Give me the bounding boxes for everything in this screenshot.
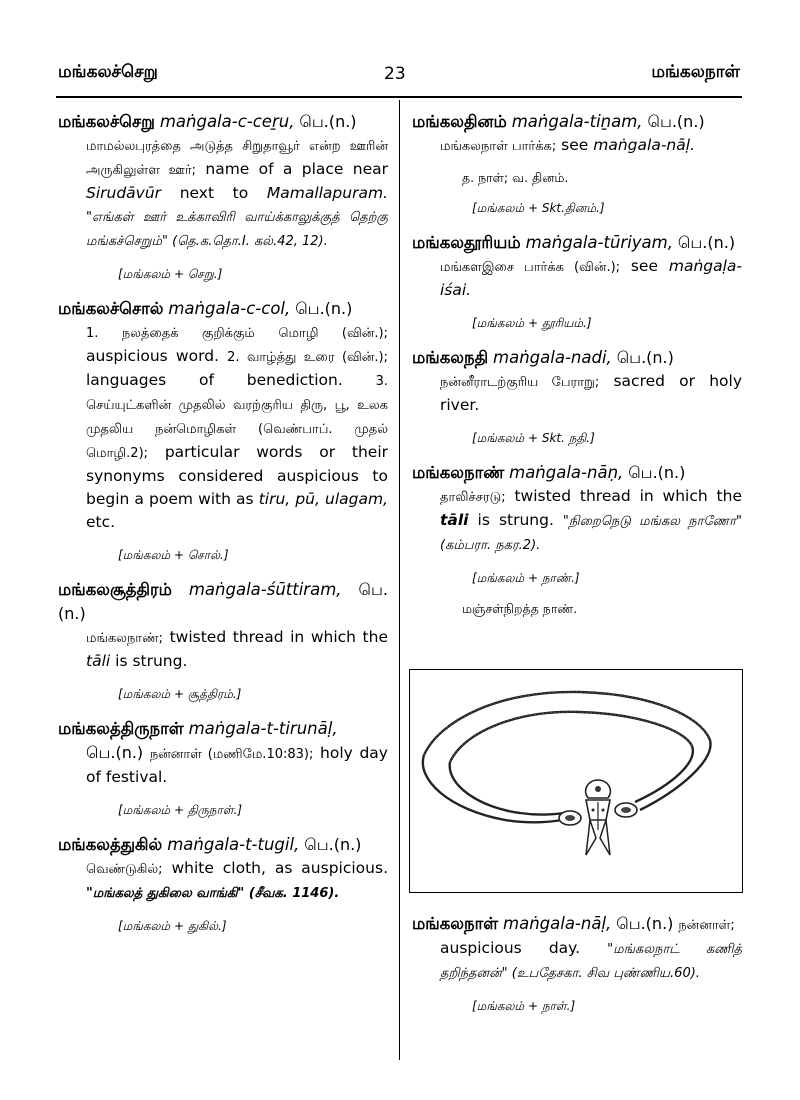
english-definition: holy day of festival.: [86, 744, 388, 786]
grammar-label: பெ.(n.): [304, 835, 362, 854]
headword: மங்கலத்துகில்: [58, 835, 163, 854]
etymology: [மங்கலம் + Skt. நதி.]: [472, 431, 595, 445]
transliteration: maṅgala-nāṇ,: [509, 463, 624, 482]
sense-2-english: languages of benediction.: [86, 371, 343, 389]
english-definition: auspicious day.: [440, 939, 581, 957]
place-name: Sirudāvūr: [86, 184, 162, 202]
etymology: [மங்கலம் + திருநாள்.]: [118, 803, 243, 817]
see-target: maṅgaḷa-iśai.: [440, 257, 742, 299]
entry-mangala-tinam: [412, 110, 742, 158]
transliteration: maṅgala-śūttiram,: [188, 580, 342, 599]
citation-quote: "எங்கள் ஊர் உக்காவிரி வாய்க்காலுக்குத் தெற்கு மங்கச்செறும்" (தெ.க.தொ.I. கல்.42, 12).: [86, 210, 388, 249]
page-number: 23: [384, 64, 406, 84]
running-head-left: மங்கலச்செறு: [58, 62, 158, 82]
english-definition: white cloth, as auspicious.: [171, 859, 388, 877]
transliteration: maṅgala-t-tugil,: [167, 835, 300, 854]
entry-mangala-turiyam: [412, 231, 742, 302]
grammar-label: பெ.(n.): [295, 299, 353, 318]
grammar-label: பெ.(n.): [628, 463, 686, 482]
english-definition: name of a place near: [205, 160, 388, 178]
header-rule: [56, 96, 742, 98]
sense-1-tamil: 1. நலத்தைக் குறிக்கும் மொழி (வின்.);: [86, 326, 388, 341]
english-definition: twisted thread in which the: [169, 628, 388, 646]
see-target: maṅgala-nāḷ.: [593, 136, 695, 154]
entry-mangala-nan: [412, 461, 742, 557]
etymology: [மங்கலம் + நாண்.]: [472, 571, 580, 585]
tamil-definition: தாலிச்சரடு;: [440, 490, 506, 505]
etymology: [மங்கலம் + சூத்திரம்.]: [118, 687, 242, 701]
etymology: [மங்கலம் + துகில்.]: [118, 919, 227, 933]
right-column-lower: [412, 912, 742, 1029]
tamil-definition: நன்னாள் (மணிமே.10:83);: [149, 747, 314, 762]
english-definition: is strung.: [477, 511, 554, 529]
see-label: see: [630, 257, 659, 275]
entry-mangala-nadi: [412, 346, 742, 417]
grammar-label: பெ.(n.): [677, 233, 736, 252]
etymology: [மங்கலம் + தூரியம்.]: [472, 316, 592, 330]
headword: மங்கலத்திருநாள்: [58, 719, 184, 738]
transliteration: maṅgala-tiṉam,: [511, 112, 643, 131]
transliteration: maṅgala-t-tirunāḷ,: [188, 719, 338, 738]
etymology: [மங்கலம் + செறு.]: [118, 267, 223, 281]
grammar-label: பெ.(n.): [616, 348, 674, 367]
entry-mangala-c-col: [58, 297, 388, 534]
english-definition: twisted thread in which the: [514, 487, 742, 505]
grammar-label: பெ.(n.): [299, 112, 357, 131]
grammar-label: பெ.(n.): [647, 112, 705, 131]
entry-mangala-c-ceru: [58, 110, 388, 253]
tamil-definition: நன்னீராடற்குரிய பேராறு;: [440, 375, 600, 390]
english-definition: is strung.: [115, 652, 188, 670]
headword: மங்கலதூரியம்: [412, 233, 521, 252]
headword: மங்கலநதி: [412, 348, 489, 367]
etymology: [மங்கலம் + நாள்.]: [472, 999, 576, 1013]
english-definition: next to: [179, 184, 249, 202]
grammar-label: பெ.(n.): [58, 580, 388, 623]
usage-note: மஞ்சள்நிறத்த நாண்.: [462, 601, 578, 616]
left-column: [58, 110, 388, 949]
place-name: Mamallapuram.: [266, 184, 388, 202]
english-definition: sacred or holy river.: [440, 372, 742, 414]
sense-2-tamil: 2. வாழ்த்து உரை (வின்.);: [227, 350, 388, 365]
transliteration: maṅgala-c-ceṟu,: [159, 112, 295, 131]
headword: மங்கலச்சொல்: [58, 299, 164, 318]
transliteration: maṅgala-nadi,: [493, 348, 612, 367]
sense-3-examples: tiru, pū, ulagam,: [258, 490, 388, 508]
citation-quote: "நிறைநெடு மங்கல நாணோ" (கம்பரா. நகர.2).: [440, 514, 742, 553]
tamil-definition: நன்னாள்;: [678, 918, 735, 933]
tali-necklace-icon: [410, 670, 742, 892]
headword: மங்கலச்செறு: [58, 112, 155, 131]
column-divider: [399, 100, 400, 1060]
citation-quote: "மங்கலத் துகிலை வாங்கி" (சீவக. 1146).: [86, 886, 340, 901]
tamil-definition: மாமல்லபுரத்தை அடுத்த சிறுதாவூர் என்ற ஊரின் அருகிலுள்ள ஊர்;: [86, 139, 388, 178]
italic-term: tāli: [440, 511, 469, 529]
entry-mangala-suttiram: [58, 578, 388, 673]
tamil-definition: வெண்டுகில்;: [86, 862, 163, 877]
entry-mangala-nal: [412, 912, 742, 985]
headword: மங்கலதினம்: [412, 112, 507, 131]
transliteration: maṅgala-c-col,: [168, 299, 291, 318]
italic-term: tāli: [86, 652, 111, 670]
sense-3-english: particular words or their synonyms considered auspicious to begin a poem with as: [86, 443, 389, 508]
headword: மங்கலநாள்: [412, 914, 499, 933]
sense-3-end: etc.: [86, 513, 116, 531]
transliteration: maṅgala-tūriyam,: [525, 233, 673, 252]
tamil-definition: மங்களஇசை பார்க்க (வின்.);: [440, 260, 621, 275]
entry-mangala-t-tugil: [58, 833, 388, 905]
headword: மங்கலநாண்: [412, 463, 505, 482]
grammar-label: பெ.(n.): [86, 743, 144, 762]
grammar-label: பெ.(n.): [616, 914, 674, 933]
entry-mangala-t-tirunal: [58, 717, 388, 789]
running-head-right: மங்கலநாள்: [651, 62, 740, 82]
right-column: [412, 110, 742, 626]
etymology: [மங்கலம் + சொல்.]: [118, 548, 229, 562]
citation-quote: "மங்கலநாட் கணித் தறிந்தனன்" (உபதேசகா. சிவ புண்ணிய.60).: [440, 942, 742, 981]
tamil-definition: மங்கலநாண்;: [86, 631, 164, 646]
transliteration: maṅgala-nāḷ,: [503, 914, 612, 933]
usage-note: த. நாள்; வ. தினம்.: [462, 170, 569, 185]
headword: மங்கலசூத்திரம்: [58, 580, 172, 599]
tamil-definition: மங்கலநாள் பார்க்க;: [440, 139, 557, 154]
etymology: [மங்கலம் + Skt.தினம்.]: [472, 201, 605, 215]
tali-necklace-figure: [409, 669, 743, 893]
sense-1-english: auspicious word.: [86, 347, 219, 365]
sense-3-tamil: 3. செய்யுட்களின் முதலில் வரற்குரிய திரு, பூ, உலக முதலிய நன்மொழிகள் (வெண்பாப். முதல் மொழி.2);: [86, 374, 388, 461]
see-label: see: [561, 136, 589, 154]
